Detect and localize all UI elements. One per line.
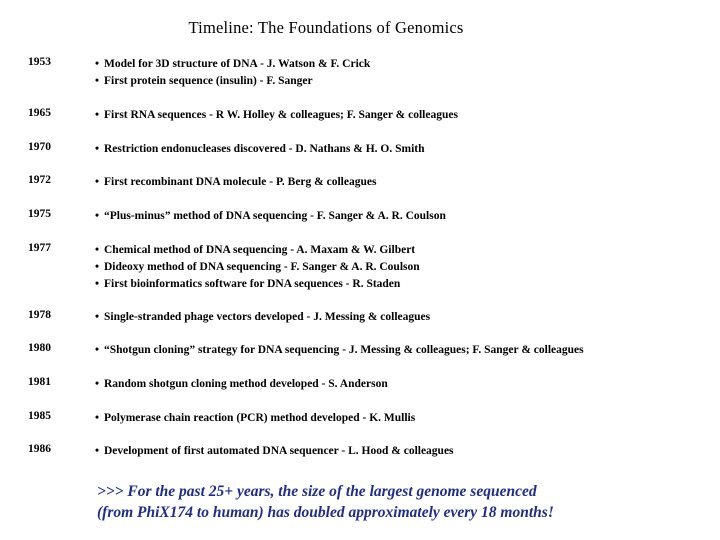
entry-item: • First RNA sequences - R W. Holley & colleagues; F. Sanger & colleagues (95, 107, 720, 124)
entry-item: • Polymerase chain reaction (PCR) method developed - K. Mullis (95, 410, 720, 427)
entry-item: • Restriction endonucleases discovered - D. Nathans & H. O. Smith (95, 141, 720, 158)
bullet-icon: • (95, 278, 100, 290)
bullet-icon: • (95, 109, 100, 121)
bullet-icon: • (95, 261, 100, 273)
entry-items (95, 443, 720, 460)
entry-items (95, 141, 720, 158)
entry-year: 1977 (28, 242, 51, 254)
footnote-line: (from PhiX174 to human) has doubled approximately every 18 months! (97, 504, 554, 521)
footnote (97, 481, 697, 523)
footnote-line: >>> For the past 25+ years, the size of the largest genome sequenced (97, 483, 537, 500)
bullet-icon: • (95, 311, 100, 323)
entry-year: 1986 (28, 443, 51, 455)
bullet-icon: • (95, 58, 100, 70)
entry-item: • Random shotgun cloning method developed - S. Anderson (95, 376, 720, 393)
entry-items (95, 242, 720, 293)
bullet-icon: • (95, 176, 100, 188)
entry-item: • First bioinformatics software for DNA sequences - R. Staden (95, 276, 720, 293)
entry-year: 1965 (28, 107, 51, 119)
entry-items (95, 208, 720, 225)
entry-item: • Single-stranded phage vectors developed - J. Messing & colleagues (95, 309, 720, 326)
entry-year: 1953 (28, 56, 51, 68)
entry-year: 1975 (28, 208, 51, 220)
bullet-icon: • (95, 412, 100, 424)
bullet-icon: • (95, 445, 100, 457)
bullet-icon: • (95, 378, 100, 390)
entry-items (95, 107, 720, 124)
bullet-icon: • (95, 210, 100, 222)
entry-items (95, 410, 720, 427)
entry-year: 1970 (28, 141, 51, 153)
entry-item: • First protein sequence (insulin) - F. Sanger (95, 73, 720, 90)
entry-items (95, 376, 720, 393)
entry-item: • “Plus-minus” method of DNA sequencing - F. Sanger & A. R. Coulson (95, 208, 720, 225)
entry-item: • Model for 3D structure of DNA - J. Watson & F. Crick (95, 56, 720, 73)
entry-item: • Dideoxy method of DNA sequencing - F. Sanger & A. R. Coulson (95, 259, 720, 276)
page-title: Timeline: The Foundations of Genomics (188, 18, 464, 37)
entry-items (95, 56, 720, 90)
bullet-icon: • (95, 75, 100, 87)
entry-year: 1978 (28, 309, 51, 321)
bullet-icon: • (95, 143, 100, 155)
bullet-icon: • (95, 344, 100, 356)
entry-item: • “Shotgun cloning” strategy for DNA sequencing - J. Messing & colleagues; F. Sanger & colleagues (95, 342, 720, 359)
entry-items (95, 342, 720, 359)
bullet-icon: • (95, 244, 100, 256)
entry-year: 1980 (28, 342, 51, 354)
entry-year: 1985 (28, 410, 51, 422)
entry-items (95, 174, 720, 191)
entry-items (95, 309, 720, 326)
entry-item: • First recombinant DNA molecule - P. Berg & colleagues (95, 174, 720, 191)
entry-year: 1972 (28, 174, 51, 186)
entry-item: • Chemical method of DNA sequencing - A. Maxam & W. Gilbert (95, 242, 720, 259)
entry-item: • Development of first automated DNA sequencer - L. Hood & colleagues (95, 443, 720, 460)
entry-year: 1981 (28, 376, 51, 388)
